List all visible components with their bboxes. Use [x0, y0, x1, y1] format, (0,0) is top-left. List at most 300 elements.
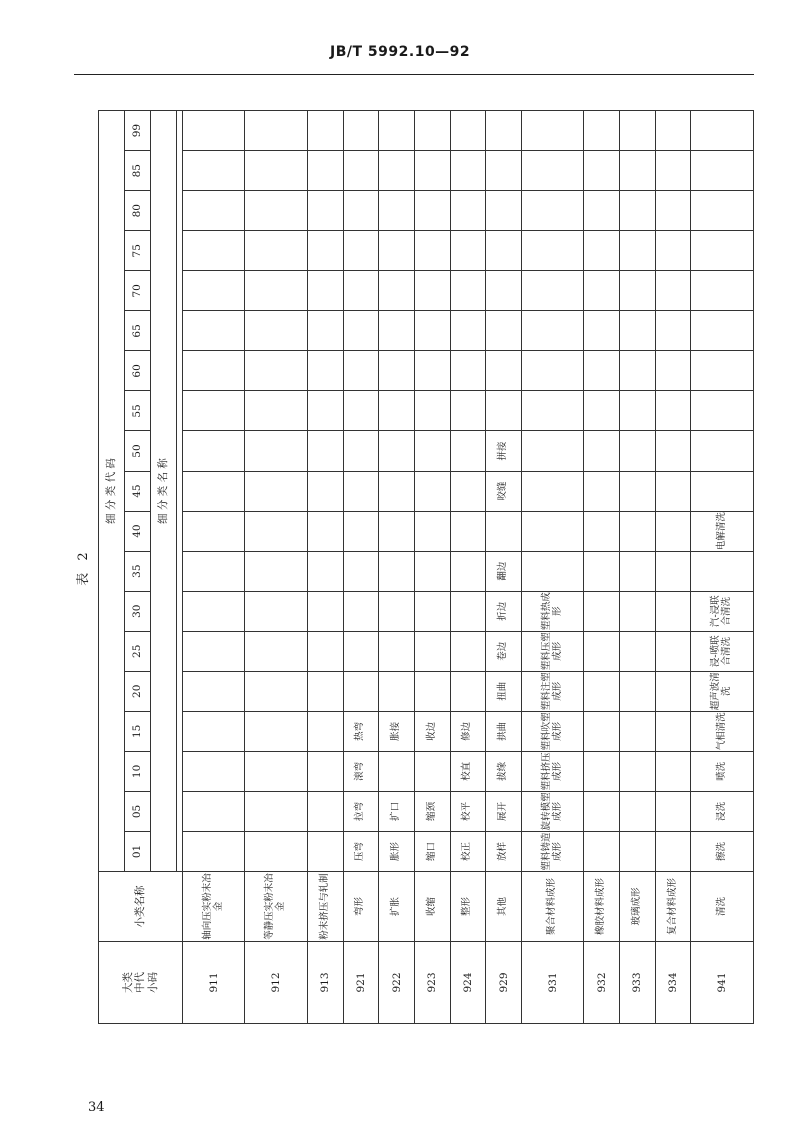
- table-cell: [307, 791, 343, 831]
- table-cell: 翻边: [486, 551, 522, 591]
- table-cell: [584, 711, 620, 751]
- table-cell: [414, 751, 450, 791]
- table-cell: [307, 671, 343, 711]
- table-cell: [414, 151, 450, 191]
- table-cell: 喷洗: [691, 751, 754, 791]
- table-cell: [450, 191, 486, 231]
- code-header-cell: 50: [125, 431, 151, 471]
- table-cell: [183, 391, 245, 431]
- table-cell: [655, 551, 691, 591]
- table-cell: [655, 151, 691, 191]
- table-cell: 塑料热成形: [521, 591, 583, 631]
- table-cell: [655, 791, 691, 831]
- table-cell: [379, 151, 415, 191]
- table-cell: [183, 311, 245, 351]
- table-cell: 缩口: [414, 831, 450, 871]
- table-cell: [655, 351, 691, 391]
- table-cell: [307, 231, 343, 271]
- table-cell: [655, 831, 691, 871]
- classification-table: [98, 110, 754, 1024]
- row-code: 921: [343, 942, 379, 1024]
- table-row: [584, 111, 620, 1024]
- table-cell: [655, 311, 691, 351]
- table-cell: 缩颈: [414, 791, 450, 831]
- table-cell: [620, 111, 656, 151]
- table-cell: [521, 191, 583, 231]
- table-cell: [620, 391, 656, 431]
- table-cell: 校平: [450, 791, 486, 831]
- table-cell: [584, 191, 620, 231]
- table-cell: [183, 631, 245, 671]
- table-cell: [655, 431, 691, 471]
- table-cell: [620, 551, 656, 591]
- table-cell: [307, 551, 343, 591]
- table-cell: [307, 391, 343, 431]
- row-name: 聚合材料成形: [521, 872, 583, 942]
- table-cell: [620, 431, 656, 471]
- table-cell: 展开: [486, 791, 522, 831]
- table-cell: [620, 671, 656, 711]
- table-cell: [620, 711, 656, 751]
- table-cell: [379, 591, 415, 631]
- table-cell: [307, 111, 343, 151]
- table-cell: [379, 631, 415, 671]
- table-cell: [450, 551, 486, 591]
- table-cell: [343, 351, 379, 391]
- table-container: [76, 110, 754, 1024]
- table-cell: [691, 391, 754, 431]
- table-cell: 压弯: [343, 831, 379, 871]
- table-cell: [584, 751, 620, 791]
- table-cell: 校正: [450, 831, 486, 871]
- table-cell: [521, 151, 583, 191]
- table-cell: [379, 511, 415, 551]
- table-cell: [521, 111, 583, 151]
- table-cell: [521, 511, 583, 551]
- table-cell: 浸洗: [691, 791, 754, 831]
- table-cell: [183, 231, 245, 271]
- table-cell: [183, 671, 245, 711]
- table-cell: [691, 351, 754, 391]
- table-cell: [584, 591, 620, 631]
- table-cell: [245, 831, 307, 871]
- table-cell: 超声波清洗: [691, 671, 754, 711]
- table-cell: [655, 471, 691, 511]
- table-cell: [343, 391, 379, 431]
- table-cell: [584, 311, 620, 351]
- table-cell: [414, 231, 450, 271]
- table-cell: [245, 631, 307, 671]
- code-header-cell: 15: [125, 711, 151, 751]
- table-cell: [584, 111, 620, 151]
- code-header-cell: 60: [125, 351, 151, 391]
- table-cell: [450, 271, 486, 311]
- row-name: 整形: [450, 872, 486, 942]
- code-header-cell: 85: [125, 151, 151, 191]
- document-code: JB/T 5992.10—92: [330, 44, 471, 60]
- table-cell: 气相清洗: [691, 711, 754, 751]
- row-name: 等静压实粉末冶金: [245, 872, 307, 942]
- table-cell: [414, 671, 450, 711]
- table-cell: [414, 551, 450, 591]
- table-cell: 塑料铸造成形: [521, 831, 583, 871]
- table-row: [450, 111, 486, 1024]
- table-row: [245, 111, 307, 1024]
- table-cell: [379, 471, 415, 511]
- code-header-cell: 70: [125, 271, 151, 311]
- row-name: 弯形: [343, 872, 379, 942]
- table-row: [486, 111, 522, 1024]
- table-cell: [655, 591, 691, 631]
- table-cell: [245, 311, 307, 351]
- table-cell: [655, 231, 691, 271]
- table-cell: [620, 471, 656, 511]
- table-cell: [343, 271, 379, 311]
- row-name: 轴向压实粉末冶金: [183, 872, 245, 942]
- table-cell: [307, 511, 343, 551]
- table-cell: [486, 271, 522, 311]
- table-cell: [183, 431, 245, 471]
- table-cell: 胀接: [379, 711, 415, 751]
- table-row: [620, 111, 656, 1024]
- table-cell: [584, 551, 620, 591]
- table-cell: [307, 191, 343, 231]
- table-cell: [584, 231, 620, 271]
- table-cell: [655, 751, 691, 791]
- table-cell: 滚弯: [343, 751, 379, 791]
- table-cell: [691, 191, 754, 231]
- table-cell: [183, 151, 245, 191]
- table-cell: [655, 711, 691, 751]
- table-cell: [414, 631, 450, 671]
- table-row: [655, 111, 691, 1024]
- table-cell: [379, 431, 415, 471]
- row-code: 924: [450, 942, 486, 1024]
- table-cell: 修边: [450, 711, 486, 751]
- table-cell: [521, 311, 583, 351]
- table-cell: [307, 311, 343, 351]
- table-cell: [620, 231, 656, 271]
- table-cell: [620, 751, 656, 791]
- table-cell: [245, 271, 307, 311]
- table-cell: [584, 671, 620, 711]
- table-cell: [343, 151, 379, 191]
- table-cell: 收边: [414, 711, 450, 751]
- table-cell: [450, 311, 486, 351]
- table-cell: [655, 271, 691, 311]
- table-cell: [183, 791, 245, 831]
- table-cell: [245, 791, 307, 831]
- table-cell: [620, 271, 656, 311]
- table-cell: [450, 631, 486, 671]
- table-cell: [183, 191, 245, 231]
- table-cell: 拼接: [486, 431, 522, 471]
- table-cell: [379, 271, 415, 311]
- table-row: [343, 111, 379, 1024]
- code-header-cell: 05: [125, 791, 151, 831]
- table-cell: 折边: [486, 591, 522, 631]
- table-cell: 旋转模塑成形: [521, 791, 583, 831]
- row-code: 912: [245, 942, 307, 1024]
- table-cell: [307, 431, 343, 471]
- table-cell: [245, 151, 307, 191]
- table-cell: [183, 551, 245, 591]
- table-cell: 擦洗: [691, 831, 754, 871]
- table-cell: 塑料挤压成形: [521, 751, 583, 791]
- table-cell: [521, 431, 583, 471]
- table-body: [183, 111, 754, 1024]
- table-cell: [521, 471, 583, 511]
- table-cell: [379, 751, 415, 791]
- row-code: 913: [307, 942, 343, 1024]
- code-header-cell: 75: [125, 231, 151, 271]
- table-cell: [379, 351, 415, 391]
- header-group: 细 分 类 代 码: [99, 111, 125, 872]
- table-cell: [343, 551, 379, 591]
- table-cell: [486, 191, 522, 231]
- table-cell: [486, 351, 522, 391]
- code-header-cell: 55: [125, 391, 151, 431]
- table-cell: [450, 671, 486, 711]
- code-header-cell: 25: [125, 631, 151, 671]
- table-cell: 校直: [450, 751, 486, 791]
- row-code: 911: [183, 942, 245, 1024]
- table-cell: [343, 311, 379, 351]
- table-cell: [655, 111, 691, 151]
- code-header-cell: 99: [125, 111, 151, 151]
- table-cell: [450, 471, 486, 511]
- table-cell: [620, 191, 656, 231]
- table-cell: [414, 431, 450, 471]
- table-cell: [307, 151, 343, 191]
- table-cell: [307, 831, 343, 871]
- row-code: 933: [620, 942, 656, 1024]
- table-cell: [343, 231, 379, 271]
- table-cell: [584, 471, 620, 511]
- code-header-cell: 45: [125, 471, 151, 511]
- table-cell: [521, 271, 583, 311]
- table-cell: [414, 511, 450, 551]
- row-name: 清洗: [691, 872, 754, 942]
- table-cell: [245, 591, 307, 631]
- table-cell: [183, 111, 245, 151]
- table-cell: [655, 631, 691, 671]
- table-cell: [691, 471, 754, 511]
- table-cell: 塑料注塑成形: [521, 671, 583, 711]
- table-cell: 汽-浸联合清洗: [691, 591, 754, 631]
- table-cell: [343, 591, 379, 631]
- table-cell: 卷边: [486, 631, 522, 671]
- table-cell: [307, 711, 343, 751]
- row-code: 922: [379, 942, 415, 1024]
- table-cell: [450, 231, 486, 271]
- table-cell: [245, 671, 307, 711]
- table-cell: [183, 751, 245, 791]
- table-cell: 胀形: [379, 831, 415, 871]
- table-cell: [414, 191, 450, 231]
- table-cell: 拉弯: [343, 791, 379, 831]
- table-cell: [584, 791, 620, 831]
- table-cell: [343, 111, 379, 151]
- table-cell: [343, 511, 379, 551]
- page-number: 34: [88, 1100, 105, 1115]
- table-cell: [450, 431, 486, 471]
- table-cell: [450, 151, 486, 191]
- table-cell: [691, 271, 754, 311]
- table-cell: [307, 351, 343, 391]
- table-cell: [620, 511, 656, 551]
- table-cell: [584, 151, 620, 191]
- table-row: [521, 111, 583, 1024]
- table-cell: [307, 591, 343, 631]
- table-cell: [691, 551, 754, 591]
- table-cell: [691, 111, 754, 151]
- table-cell: [620, 791, 656, 831]
- table-cell: [486, 311, 522, 351]
- table-cell: [379, 231, 415, 271]
- table-cell: [414, 311, 450, 351]
- header-big-code: 大类 中代 小码: [99, 942, 183, 1024]
- table-cell: [450, 111, 486, 151]
- table-cell: [379, 391, 415, 431]
- code-header-cell: 10: [125, 751, 151, 791]
- table-cell: [183, 711, 245, 751]
- table-cell: [307, 751, 343, 791]
- table-cell: [414, 391, 450, 431]
- row-code: 931: [521, 942, 583, 1024]
- row-name: 扩胀: [379, 872, 415, 942]
- table-cell: [379, 311, 415, 351]
- table-cell: [486, 111, 522, 151]
- code-header-cell: 20: [125, 671, 151, 711]
- table-cell: [379, 671, 415, 711]
- table-cell: [245, 751, 307, 791]
- table-cell: [183, 591, 245, 631]
- table-cell: [486, 511, 522, 551]
- table-cell: 扭曲: [486, 671, 522, 711]
- table-cell: [343, 471, 379, 511]
- table-cell: [245, 351, 307, 391]
- table-cell: [655, 391, 691, 431]
- table-cell: [379, 551, 415, 591]
- table-cell: 塑料吹塑成形: [521, 711, 583, 751]
- table-cell: 咬缝: [486, 471, 522, 511]
- table-cell: [450, 351, 486, 391]
- table-cell: [379, 191, 415, 231]
- table-cell: [343, 671, 379, 711]
- code-header-cell: 40: [125, 511, 151, 551]
- code-header-cell: 80: [125, 191, 151, 231]
- table-cell: [183, 831, 245, 871]
- row-name: 其他: [486, 872, 522, 942]
- table-cell: [620, 351, 656, 391]
- table-cell: [584, 271, 620, 311]
- table-cell: [450, 511, 486, 551]
- header-small-name: 小类名称: [99, 872, 183, 942]
- row-code: 941: [691, 942, 754, 1024]
- row-name: 玻璃成形: [620, 872, 656, 942]
- table-cell: [584, 351, 620, 391]
- table-cell: [521, 391, 583, 431]
- table-cell: [584, 631, 620, 671]
- table-title: 表 2: [76, 548, 91, 586]
- table-cell: [414, 271, 450, 311]
- table-cell: [245, 551, 307, 591]
- code-header-cell: 01: [125, 831, 151, 871]
- table-cell: [343, 631, 379, 671]
- table-cell: [245, 391, 307, 431]
- table-cell: [620, 631, 656, 671]
- table-cell: [584, 511, 620, 551]
- table-cell: [521, 231, 583, 271]
- table-cell: 放样: [486, 831, 522, 871]
- table-cell: [183, 471, 245, 511]
- table-cell: [307, 631, 343, 671]
- table-row: [379, 111, 415, 1024]
- table-cell: [183, 271, 245, 311]
- table-cell: [245, 231, 307, 271]
- code-header-cell: 30: [125, 591, 151, 631]
- row-name: 复合材料成形: [655, 872, 691, 942]
- table-cell: [486, 391, 522, 431]
- code-header-cell: 35: [125, 551, 151, 591]
- table-row: [307, 111, 343, 1024]
- table-cell: [620, 311, 656, 351]
- table-cell: 电解清洗: [691, 511, 754, 551]
- table-cell: [379, 111, 415, 151]
- table-cell: [655, 191, 691, 231]
- table-cell: 塑料压塑成形: [521, 631, 583, 671]
- rotated-table: [76, 110, 754, 1024]
- table-cell: [620, 151, 656, 191]
- row-code: 934: [655, 942, 691, 1024]
- row-code: 932: [584, 942, 620, 1024]
- table-cell: [343, 431, 379, 471]
- table-cell: [521, 551, 583, 591]
- row-name: 橡胶材料成形: [584, 872, 620, 942]
- table-cell: [486, 151, 522, 191]
- table-cell: [245, 711, 307, 751]
- table-cell: [245, 431, 307, 471]
- table-cell: [414, 111, 450, 151]
- table-row: [691, 111, 754, 1024]
- table-cell: [450, 391, 486, 431]
- row-code: 929: [486, 942, 522, 1024]
- table-row: [183, 111, 245, 1024]
- table-cell: [620, 831, 656, 871]
- table-cell: [521, 351, 583, 391]
- table-cell: 拱曲: [486, 711, 522, 751]
- table-cell: [343, 191, 379, 231]
- table-cell: [584, 831, 620, 871]
- header-rule: [74, 74, 754, 75]
- table-cell: [307, 271, 343, 311]
- row-code: 923: [414, 942, 450, 1024]
- table-cell: [245, 111, 307, 151]
- table-cell: [183, 351, 245, 391]
- table-cell: [691, 231, 754, 271]
- row-name: 粉末挤压与轧制: [307, 872, 343, 942]
- code-header-cell: 65: [125, 311, 151, 351]
- table-cell: [655, 511, 691, 551]
- table-cell: [245, 471, 307, 511]
- table-cell: [245, 511, 307, 551]
- table-cell: [691, 431, 754, 471]
- table-cell: [486, 231, 522, 271]
- table-cell: 热弯: [343, 711, 379, 751]
- table-cell: [691, 151, 754, 191]
- table-cell: 扩口: [379, 791, 415, 831]
